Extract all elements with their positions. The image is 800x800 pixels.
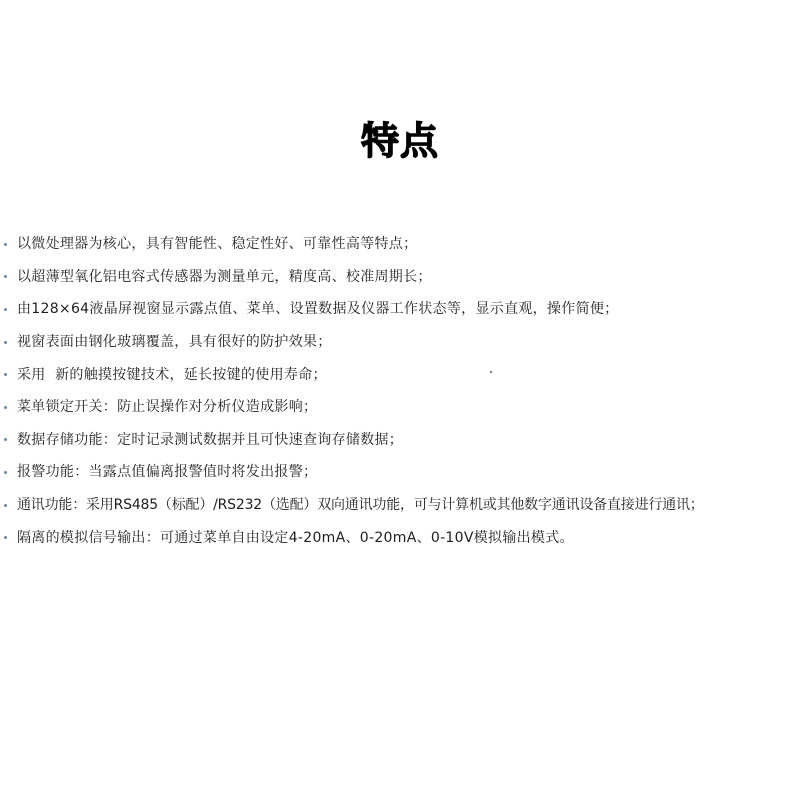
feature-text: 采用 新的触摸按键技术，延长按键的使用寿命； [17, 366, 327, 383]
feature-text: 通讯功能：采用RS485（标配）/RS232（选配）双向通讯功能，可与计算机或其他数字通讯设备直接进行通讯； [17, 497, 704, 514]
feature-text: 以超薄型氧化铝电容式传感器为测量单元，精度高、校准周期长； [17, 268, 432, 285]
feature-text: 报警功能：当露点值偏离报警值时将发出报警； [17, 464, 318, 481]
feature-text: 隔离的模拟信号输出：可通过菜单自由设定4-20mA、0-20mA、0-10V模拟输出模式。 [17, 529, 574, 546]
bullet-icon [4, 438, 7, 441]
stray-dot [490, 371, 492, 373]
list-item [4, 391, 798, 424]
feature-list [4, 228, 798, 554]
bullet-icon [4, 308, 7, 311]
bullet-icon [4, 504, 7, 507]
list-item [4, 358, 798, 391]
bullet-icon [4, 471, 7, 474]
list-item [4, 228, 798, 261]
list-item [4, 521, 798, 554]
feature-text: 以微处理器为核心，具有智能性、稳定性好、可靠性高等特点； [17, 236, 418, 253]
feature-text: 视窗表面由钢化玻璃覆盖，具有很好的防护效果； [17, 334, 332, 351]
list-item [4, 261, 798, 294]
bullet-icon [4, 243, 7, 246]
list-item [4, 293, 798, 326]
list-item [4, 456, 798, 489]
bullet-icon [4, 275, 7, 278]
list-item [4, 489, 798, 522]
list-item [4, 424, 798, 457]
list-item [4, 326, 798, 359]
bullet-icon [4, 536, 7, 539]
bullet-icon [4, 406, 7, 409]
feature-text: 数据存储功能：定时记录测试数据并且可快速查询存储数据； [17, 431, 404, 448]
feature-text: 由128×64液晶屏视窗显示露点值、菜单、设置数据及仪器工作状态等，显示直观，操作简便； [17, 301, 619, 318]
bullet-icon [4, 373, 7, 376]
bullet-icon [4, 341, 7, 344]
feature-text: 菜单锁定开关：防止误操作对分析仪造成影响； [17, 399, 318, 416]
page-title: 特点 [360, 119, 439, 163]
